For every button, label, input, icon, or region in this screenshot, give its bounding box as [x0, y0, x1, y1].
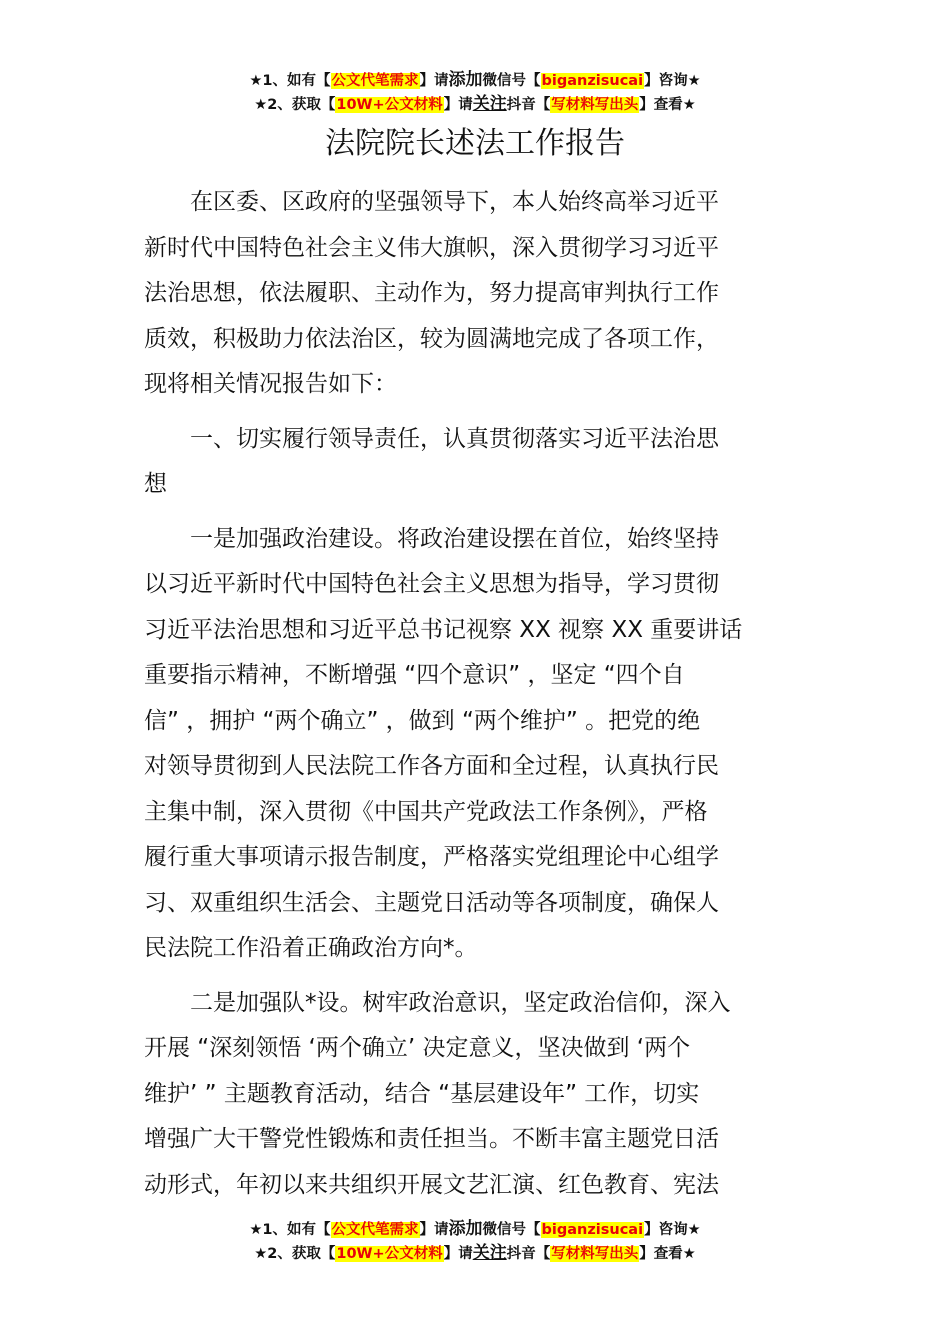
banner-text: ★1、如有【	[249, 1222, 331, 1238]
banner-highlight: 写材料写出头	[551, 1246, 639, 1262]
text-line: 增强广大干警党性锻炼和责任担当。不断丰富主题党日活	[144, 1126, 719, 1152]
banner-text: 微信号【	[482, 73, 541, 89]
text-line: 重要指示精神，不断增强 “四个意识” ，坚定 “四个自	[144, 662, 685, 688]
banner-text: 添加	[448, 1219, 483, 1239]
banner-line-1	[0, 1218, 950, 1242]
text-line: 动形式，年初以来共组织开展文艺汇演、红色教育、宪法	[144, 1171, 719, 1198]
text-line: 对领导贯彻到人民法院工作各方面和全过程，认真执行民	[144, 753, 719, 779]
text-line: 在区委、区政府的坚强领导下，本人始终高举习近平	[190, 189, 719, 215]
document-title: 法院院长述法工作报告	[325, 126, 625, 161]
banner-text: 添加	[448, 70, 483, 90]
banner-text: ★1、如有【	[249, 73, 331, 89]
banner-text: ★2、获取【	[254, 1246, 336, 1262]
banner-highlight: 写材料写出头	[551, 97, 639, 113]
banner-highlight: 10W+公文材料	[336, 1246, 443, 1262]
text-line: 开展 “深刻领悟 ‘两个确立’ 决定意义，坚决做到 ‘两个	[144, 1035, 691, 1061]
paragraph-intro	[144, 180, 808, 408]
banner-text: 关注	[472, 94, 507, 114]
banner-highlight: 10W+公文材料	[336, 97, 443, 113]
text-line: 习近平法治思想和习近平总书记视察 XX 视察 XX 重要讲话	[144, 616, 743, 643]
banner-text: 】请	[443, 1246, 473, 1262]
banner-text: 】请	[443, 97, 473, 113]
banner-highlight: 公文代笔需求	[331, 73, 419, 89]
banner-highlight: biganzisucai	[541, 1222, 644, 1238]
section-heading-1	[144, 417, 808, 508]
text-line: 主集中制，深入贯彻《中国共产党政法工作条例》，严格	[144, 798, 708, 825]
banner-text: 抖音【	[506, 1246, 551, 1262]
text-line: 法治思想，依法履职、主动作为，努力提高审判执行工作	[144, 280, 719, 306]
banner-line-2	[0, 1242, 950, 1266]
text-line: 信” ，拥护 “两个确立” ，做到 “两个维护” 。把党的绝	[144, 707, 701, 734]
header-banner	[0, 69, 950, 117]
text-line: 以习近平新时代中国特色社会主义思想为指导，学习贯彻	[144, 571, 719, 597]
text-line: 现将相关情况报告如下：	[144, 371, 397, 397]
banner-line-2	[0, 93, 950, 117]
banner-line-1	[0, 69, 950, 93]
paragraph-team-building	[144, 981, 808, 1209]
banner-text: 关注	[472, 1243, 507, 1263]
text-line: 一、切实履行领导责任，认真贯彻落实习近平法治思	[190, 425, 719, 452]
banner-text: 】查看★	[639, 1246, 696, 1262]
document-body	[144, 180, 808, 1217]
banner-text: 】请	[419, 1222, 449, 1238]
banner-highlight: 公文代笔需求	[331, 1222, 419, 1238]
text-line: 想	[144, 471, 167, 497]
banner-text: 微信号【	[482, 1222, 541, 1238]
text-line: 履行重大事项请示报告制度，严格落实党组理论中心组学	[144, 844, 719, 870]
text-line: 质效，积极助力依法治区，较为圆满地完成了各项工作，	[144, 325, 719, 352]
banner-text: 】请	[419, 73, 449, 89]
text-line: 一是加强政治建设。将政治建设摆在首位，始终坚持	[190, 525, 719, 552]
text-line: 维护’ ” 主题教育活动，结合 “基层建设年” 工作，切实	[144, 1080, 700, 1107]
banner-text: 】查看★	[639, 97, 696, 113]
text-line: 习、双重组织生活会、主题党日活动等各项制度，确保人	[144, 889, 719, 916]
banner-text: ★2、获取【	[254, 97, 336, 113]
banner-text: 抖音【	[506, 97, 551, 113]
footer-banner	[0, 1218, 950, 1266]
banner-text: 】咨询★	[644, 73, 701, 89]
text-line: 民法院工作沿着正确政治方向*。	[144, 935, 478, 961]
text-line: 二是加强队*设。树牢政治意识，坚定政治信仰，深入	[190, 989, 731, 1016]
text-line: 新时代中国特色社会主义伟大旗帜，深入贯彻学习习近平	[144, 234, 719, 261]
banner-highlight: biganzisucai	[541, 73, 644, 89]
banner-text: 】咨询★	[644, 1222, 701, 1238]
paragraph-political-building	[144, 517, 808, 972]
